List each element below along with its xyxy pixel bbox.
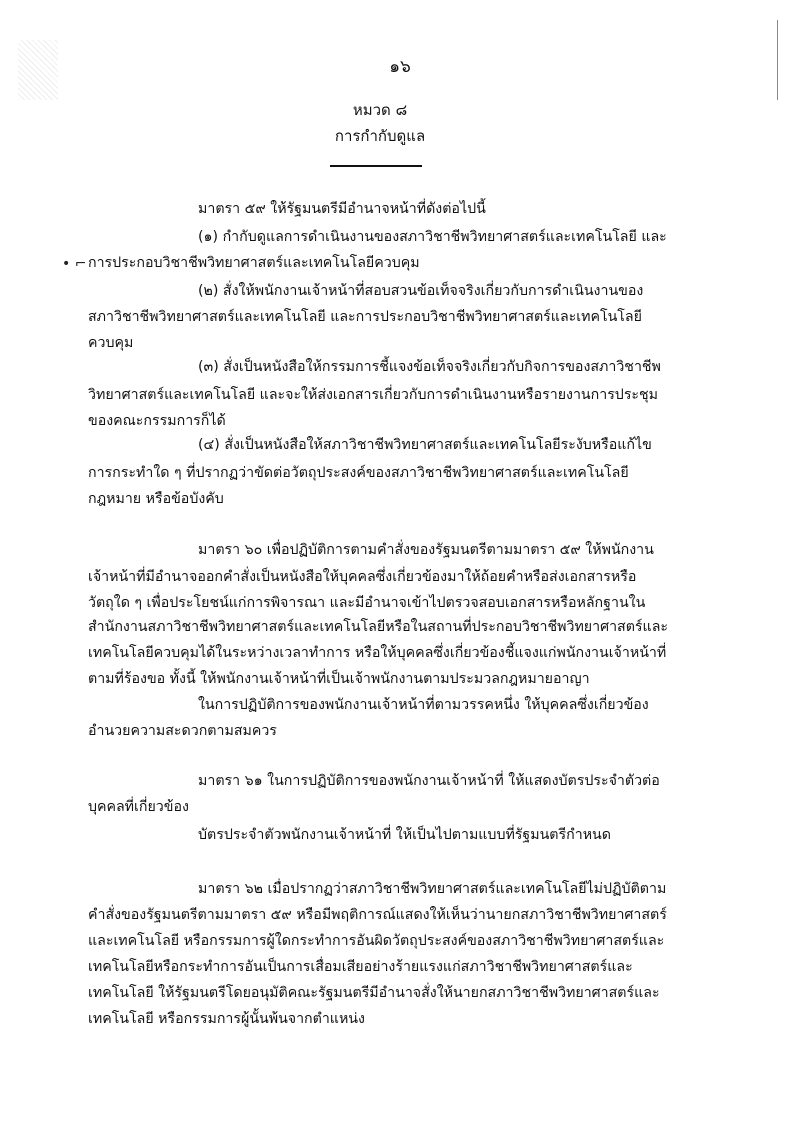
- section-59-item-2-line-3: ควบคุม: [88, 335, 134, 351]
- section-59-item-3-line-1: (๓) สั่งเป็นหนังสือให้กรรมการชี้แจงข้อเท็จจริงเกี่ยวกับกิจการของสภาวิชาชีพ: [198, 359, 661, 375]
- section-62-line-1: มาตรา ๖๒ เมื่อปรากฏว่าสภาวิชาชีพวิทยาศาสตร์และเทคโนโลยีไม่ปฏิบัติตาม: [198, 881, 667, 897]
- chapter-title: การกำกับดูแล: [334, 127, 426, 145]
- section-59-item-4-line-3: กฎหมาย หรือข้อบังคับ: [88, 491, 224, 507]
- page-number: ๑๖: [389, 57, 411, 77]
- section-61-line-3: บัตรประจำตัวพนักงานเจ้าหน้าที่ ให้เป็นไปตามแบบที่รัฐมนตรีกำหนด: [198, 827, 611, 843]
- section-62-line-5: เทคโนโลยี ให้รัฐมนตรีโดยอนุมัติคณะรัฐมนตรีมีอำนาจสั่งให้นายกสภาวิชาชีพวิทยาศาสตร์และ: [88, 985, 660, 1001]
- section-62-line-3: และเทคโนโลยี หรือกรรมการผู้ใดกระทำการอันผิดวัตถุประสงค์ของสภาวิชาชีพวิทยาศาสตร์และ: [88, 933, 665, 949]
- section-59-intro: มาตรา ๕๙ ให้รัฐมนตรีมีอำนาจหน้าที่ดังต่อไปนี้: [198, 201, 486, 217]
- chapter-number: หมวด ๘: [352, 101, 408, 119]
- section-62-line-2: คำสั่งของรัฐมนตรีตามมาตรา ๕๙ หรือมีพฤติการณ์แสดงให้เห็นว่านายกสภาวิชาชีพวิทยาศาสตร์: [88, 907, 667, 923]
- section-61-line-1: มาตรา ๖๑ ในการปฏิบัติการของพนักงานเจ้าหน้าที่ ให้แสดงบัตรประจำตัวต่อ: [198, 773, 660, 789]
- section-60-line-6: ตามที่ร้องขอ ทั้งนี้ ให้พนักงานเจ้าหน้าที่เป็นเจ้าพนักงานตามประมวลกฎหมายอาญา: [88, 671, 590, 687]
- section-59-item-1-line-1: (๑) กำกับดูแลการดำเนินงานของสภาวิชาชีพวิทยาศาสตร์และเทคโนโลยี และ: [198, 229, 667, 245]
- section-60-line-3: วัตถุใด ๆ เพื่อประโยชน์แก่การพิจารณา และมีอำนาจเข้าไปตรวจสอบเอกสารหรือหลักฐานใน: [88, 595, 646, 611]
- section-60-line-5: เทคโนโลยีควบคุมได้ในระหว่างเวลาทำการ หรือให้บุคคลซึ่งเกี่ยวข้องชี้แจงแก่พนักงานเจ้าหน้าที่: [88, 645, 667, 661]
- section-60-line-8: อำนวยความสะดวกตามสมควร: [88, 723, 277, 739]
- section-60-line-1: มาตรา ๖๐ เพื่อปฏิบัติการตามคำสั่งของรัฐมนตรีตามมาตรา ๕๙ ให้พนักงาน: [198, 542, 654, 558]
- section-59-item-4-line-2: การกระทำใด ๆ ที่ปรากฏว่าขัดต่อวัตถุประสงค์ของสภาวิชาชีพวิทยาศาสตร์และเทคโนโลยี: [88, 465, 629, 481]
- section-60-line-2: เจ้าหน้าที่มีอำนาจออกคำสั่งเป็นหนังสือให้บุคคลซึ่งเกี่ยวข้องมาให้ถ้อยคำหรือส่งเอกสารหรือ: [88, 569, 637, 585]
- section-61-line-2: บุคคลที่เกี่ยวข้อง: [88, 799, 189, 815]
- section-59-item-2-line-1: (๒) สั่งให้พนักงานเจ้าหน้าที่สอบสวนข้อเท็จจริงเกี่ยวกับการดำเนินงานของ: [198, 283, 644, 299]
- section-59-item-3-line-2: วิทยาศาสตร์และเทคโนโลยี และจะให้ส่งเอกสารเกี่ยวกับการดำเนินงานหรือรายงานการประชุม: [88, 387, 659, 403]
- section-60-line-4: สำนักงานสภาวิชาชีพวิทยาศาสตร์และเทคโนโลยีหรือในสถานที่ประกอบวิชาชีพวิทยาศาสตร์และ: [88, 619, 669, 635]
- margin-mark: • ⌐: [62, 256, 87, 272]
- section-59-item-3-line-3: ของคณะกรรมการก็ได้: [88, 413, 226, 429]
- section-62-line-4: เทคโนโลยีหรือกระทำการอันเป็นการเสื่อมเสียอย่างร้ายแรงแก่สภาวิชาชีพวิทยาศาสตร์และ: [88, 959, 633, 975]
- title-underline: [330, 165, 422, 167]
- section-59-item-1-line-2: การประกอบวิชาชีพวิทยาศาสตร์และเทคโนโลยีควบคุม: [88, 255, 420, 271]
- section-62-line-6: เทคโนโลยี หรือกรรมการผู้นั้นพ้นจากตำแหน่ง: [88, 1011, 365, 1027]
- section-60-line-7: ในการปฏิบัติการของพนักงานเจ้าหน้าที่ตามวรรคหนึ่ง ให้บุคคลซึ่งเกี่ยวข้อง: [198, 697, 649, 713]
- section-59-item-4-line-1: (๔) สั่งเป็นหนังสือให้สภาวิชาชีพวิทยาศาสตร์และเทคโนโลยีระงับหรือแก้ไข: [198, 437, 652, 453]
- section-59-item-2-line-2: สภาวิชาชีพวิทยาศาสตร์และเทคโนโลยี และการประกอบวิชาชีพวิทยาศาสตร์และเทคโนโลยี: [88, 309, 642, 325]
